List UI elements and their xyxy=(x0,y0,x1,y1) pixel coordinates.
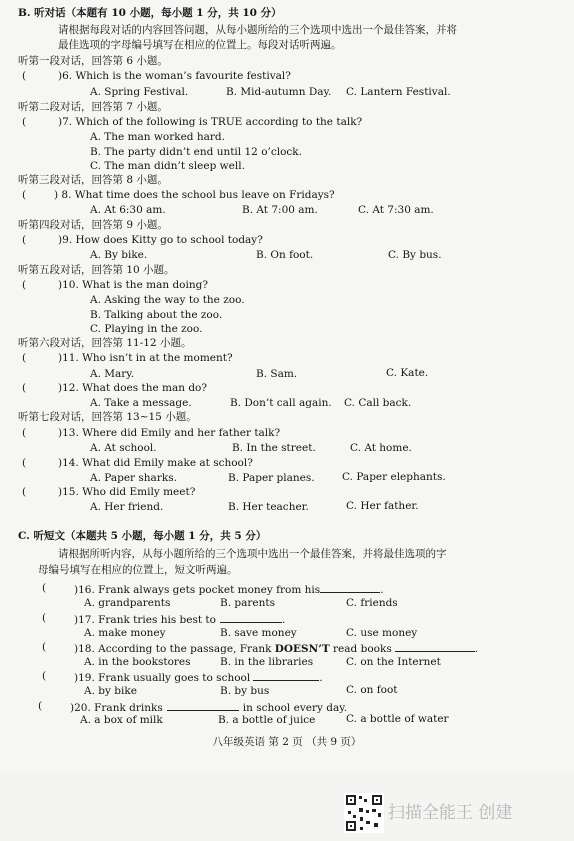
q16-stem: )16. Frank always gets pocket money from his xyxy=(74,584,321,596)
q9-answer-bracket[interactable]: ( xyxy=(22,234,27,246)
q16-option-a: A. grandparents xyxy=(84,597,171,609)
q10-stem: )10. What is the man doing? xyxy=(58,279,208,291)
q10-option-b: B. Talking about the zoo. xyxy=(90,309,223,321)
q17-blank[interactable] xyxy=(220,612,282,623)
dialogue-2-heading: 听第二段对话，回答第 7 小题。 xyxy=(18,101,168,113)
q13-option-b: B. In the street. xyxy=(232,442,316,454)
q19-blank[interactable] xyxy=(253,670,319,681)
q10-answer-bracket[interactable]: ( xyxy=(22,279,27,291)
q17-stem: )17. Frank tries his best to xyxy=(74,614,216,626)
q15-option-a: A. Her friend. xyxy=(90,501,164,513)
section-c-instruction-line1: 请根据所听内容，从每小题所给的三个选项中选出一个最佳答案，并将最佳选项的字 xyxy=(58,548,447,560)
q18-blank[interactable] xyxy=(395,641,475,652)
q8-option-a: A. At 6:30 am. xyxy=(90,204,166,216)
q10-option-c: C. Playing in the zoo. xyxy=(90,323,203,335)
q13-stem: )13. Where did Emily and her father talk? xyxy=(58,427,281,439)
q10-option-a: A. Asking the way to the zoo. xyxy=(90,294,245,306)
dialogue-6-heading: 听第六段对话，回答第 11-12 小题。 xyxy=(18,337,192,349)
dialogue-1-heading: 听第一段对话，回答第 6 小题。 xyxy=(18,55,168,67)
q18-option-c: C. on the Internet xyxy=(346,656,441,668)
q14-option-c: C. Paper elephants. xyxy=(342,471,446,483)
q16-option-c: C. friends xyxy=(346,597,398,609)
q20-stem-end: in school every day. xyxy=(242,702,348,714)
q12-option-a: A. Take a message. xyxy=(90,397,192,409)
q20-option-a: A. a box of milk xyxy=(80,714,163,726)
page-footer: 八年级英语 第 2 页 （共 9 页） xyxy=(212,736,362,748)
q11-stem: )11. Who isn’t in at the moment? xyxy=(58,352,233,364)
q19-stem-line xyxy=(74,670,323,685)
q12-option-c: C. Call back. xyxy=(344,397,412,409)
q17-option-b: B. save money xyxy=(220,627,297,639)
q12-option-b: B. Don’t call again. xyxy=(230,397,332,409)
section-b-instruction-line2: 最佳选项的字母编号填写在相应的位置上。每段对话听两遍。 xyxy=(58,39,342,51)
q17-stem-line xyxy=(74,612,285,627)
q19-option-a: A. by bike xyxy=(84,685,137,697)
q15-stem: )15. Who did Emily meet? xyxy=(58,486,196,498)
q11-answer-bracket[interactable]: ( xyxy=(22,352,27,364)
q9-option-b: B. On foot. xyxy=(256,249,314,261)
q7-option-a: A. The man worked hard. xyxy=(90,131,225,143)
q20-option-c: C. a bottle of water xyxy=(346,713,449,725)
dialogue-5-heading: 听第五段对话，回答第 10 小题。 xyxy=(18,264,175,276)
q18-option-b: B. in the libraries xyxy=(220,656,314,668)
q9-option-a: A. By bike. xyxy=(90,249,148,261)
q16-blank[interactable] xyxy=(320,582,380,593)
q7-option-b: B. The party didn’t end until 12 o’clock. xyxy=(90,146,302,158)
q14-answer-bracket[interactable]: ( xyxy=(22,457,27,469)
q6-option-b: B. Mid-autumn Day. xyxy=(226,86,332,98)
q14-option-b: B. Paper planes. xyxy=(228,472,315,484)
q18-stem-line xyxy=(74,641,478,656)
q18-stem-end: . xyxy=(474,643,479,655)
q17-answer-bracket[interactable]: ( xyxy=(42,612,47,624)
q15-option-b: B. Her teacher. xyxy=(228,501,309,513)
q11-option-a: A. Mary. xyxy=(90,368,135,380)
q13-option-a: A. At school. xyxy=(90,442,157,454)
q13-answer-bracket[interactable]: ( xyxy=(22,427,27,439)
dialogue-7-heading: 听第七段对话，回答第 13~15 小题。 xyxy=(18,411,197,423)
q7-stem: )7. Which of the following is TRUE according to the talk? xyxy=(58,116,363,128)
q15-option-c: C. Her father. xyxy=(346,500,419,512)
q18-option-a: A. in the bookstores xyxy=(84,656,191,668)
q7-option-c: C. The man didn’t sleep well. xyxy=(90,160,245,172)
q13-option-c: C. At home. xyxy=(350,442,412,454)
q16-option-b: B. parents xyxy=(220,597,275,609)
q16-stem-line xyxy=(74,582,384,597)
q17-option-a: A. make money xyxy=(84,627,166,639)
qr-code-icon xyxy=(344,793,384,833)
q20-blank[interactable] xyxy=(167,700,239,711)
q20-stem-line xyxy=(70,700,347,715)
q6-option-a: A. Spring Festival. xyxy=(90,86,189,98)
q14-option-a: A. Paper sharks. xyxy=(90,472,177,484)
q18-stem-rest: read books xyxy=(329,643,392,655)
section-c-instruction-line2: 母编号填写在相应的位置上，短文听两遍。 xyxy=(38,564,238,576)
q20-option-b: B. a bottle of juice xyxy=(218,714,316,726)
q18-answer-bracket[interactable]: ( xyxy=(42,641,47,653)
q12-stem: )12. What does the man do? xyxy=(58,382,208,394)
dialogue-3-heading: 听第三段对话，回答第 8 小题。 xyxy=(18,174,168,186)
section-c-title: C. 听短文（本题共 5 小题，每小题 1 分，共 5 分） xyxy=(18,530,267,542)
q9-option-c: C. By bus. xyxy=(388,249,442,261)
q8-answer-bracket[interactable]: ( xyxy=(22,189,27,201)
watermark-text: 扫描全能王 创建 xyxy=(388,803,513,823)
q20-answer-bracket[interactable]: ( xyxy=(38,700,43,712)
q6-answer-bracket[interactable]: ( xyxy=(22,70,27,82)
q19-stem: )19. Frank usually goes to school xyxy=(74,672,251,684)
q18-stem: )18. According to the passage, Frank xyxy=(74,643,275,655)
q17-stem-end: . xyxy=(281,614,286,626)
q14-stem: )14. What did Emily make at school? xyxy=(58,457,253,469)
q19-option-c: C. on foot xyxy=(346,684,398,696)
q19-answer-bracket[interactable]: ( xyxy=(42,670,47,682)
q8-option-c: C. At 7:30 am. xyxy=(358,204,434,216)
q6-stem: )6. Which is the woman’s favourite festival? xyxy=(58,70,291,82)
q18-stem-emphasis: DOESN’T xyxy=(274,643,330,655)
q12-answer-bracket[interactable]: ( xyxy=(22,382,27,394)
q8-option-b: B. At 7:00 am. xyxy=(242,204,318,216)
q11-option-b: B. Sam. xyxy=(256,368,298,380)
q8-stem: ) 8. What time does the school bus leave on Fridays? xyxy=(54,189,335,201)
q15-answer-bracket[interactable]: ( xyxy=(22,486,27,498)
q11-option-c: C. Kate. xyxy=(386,367,429,379)
section-b-instruction-line1: 请根据每段对话的内容回答问题，从每小题所给的三个选项中选出一个最佳答案，并将 xyxy=(58,24,457,36)
q19-stem-end: . xyxy=(319,672,323,684)
q7-answer-bracket[interactable]: ( xyxy=(22,116,27,128)
q6-option-c: C. Lantern Festival. xyxy=(346,86,451,98)
q9-stem: )9. How does Kitty go to school today? xyxy=(58,234,263,246)
q16-stem-end: . xyxy=(380,584,384,596)
q19-option-b: B. by bus xyxy=(220,685,270,697)
q20-stem: )20. Frank drinks xyxy=(70,702,163,714)
dialogue-4-heading: 听第四段对话，回答第 9 小题。 xyxy=(18,219,168,231)
q16-answer-bracket[interactable]: ( xyxy=(42,582,47,594)
q17-option-c: C. use money xyxy=(346,627,418,639)
section-b-title: B. 听对话（本题有 10 小题，每小题 1 分，共 10 分） xyxy=(18,7,282,19)
